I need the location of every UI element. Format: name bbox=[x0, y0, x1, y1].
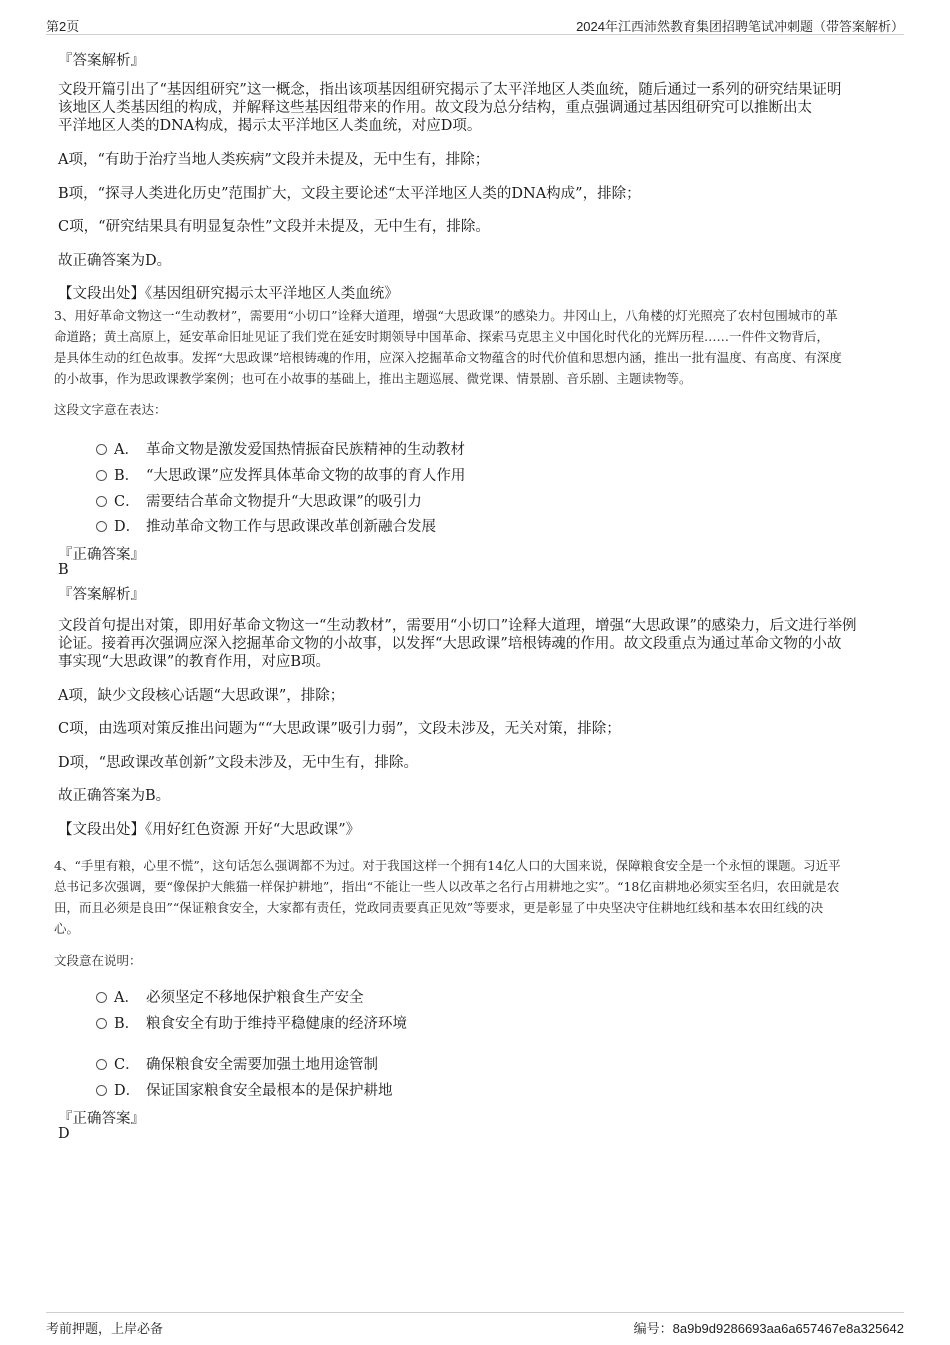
radio-button[interactable] bbox=[96, 444, 107, 455]
analysis-conclusion: 故正确答案为B。 bbox=[58, 788, 171, 804]
answer-analysis-label: 『答案解析』 bbox=[58, 587, 145, 603]
analysis-option-d: D项，“思政课改革创新”文段未涉及，无中生有，排除。 bbox=[58, 755, 418, 771]
analysis-line: 论证。接着再次强调应深入挖掘革命文物的小故事，以发挥“大思政课”培根铸魂的作用。故文段重点为通过革命文物的小故 bbox=[58, 636, 842, 652]
radio-button[interactable] bbox=[96, 1018, 107, 1029]
question-stem-line: 总书记多次强调，要“像保护大熊猫一样保护耕地”，指出“不能让一些人以改革之名行占用耕地之实”。“18亿亩耕地必须实至名归，农田就是农 bbox=[54, 879, 840, 894]
question-stem-line: 命道路；黄土高原上，延安革命旧址见证了我们党在延安时期领导中国革命、探索马克思主义中国化时代化的光辉历程……一件件文物背后， bbox=[54, 329, 830, 344]
analysis-option-a: A项，“有助于治疗当地人类疾病”文段并未提及，无中生有，排除； bbox=[58, 152, 490, 168]
page-footer bbox=[46, 1312, 904, 1337]
radio-button[interactable] bbox=[96, 470, 107, 481]
correct-answer: D bbox=[58, 1126, 70, 1142]
source-label: 【文段出处】 bbox=[58, 822, 145, 838]
source-label: 【文段出处】 bbox=[58, 286, 145, 302]
radio-button[interactable] bbox=[96, 1059, 107, 1070]
question-prompt: 文段意在说明： bbox=[54, 953, 142, 968]
question-prompt: 这段文字意在表达： bbox=[54, 402, 167, 417]
footer-slogan: 考前押题，上岸必备 bbox=[46, 1321, 164, 1336]
analysis-option-c: C项，“研究结果具有明显复杂性”文段并未提及，无中生有，排除。 bbox=[58, 219, 490, 235]
analysis-line: 文段开篇引出了“基因组研究”这一概念，指出该项基因组研究揭示了太平洋地区人类血统，随后通过一系列的研究结果证明 bbox=[58, 82, 842, 98]
question-stem-line: 3、用好革命文物这一“生动教材”，需要用“小切口”诠释大道理，增强“大思政课”的感染力。井冈山上，八角楼的灯光照亮了农村包围城市的革 bbox=[54, 308, 838, 323]
analysis-line: 平洋地区人类的DNA构成，揭示太平洋地区人类血统，对应D项。 bbox=[58, 118, 482, 134]
analysis-line: 该地区人类基因组的构成，并解释这些基因组带来的作用。故文段为总分结构，重点强调通过基因组研究可以推断出太 bbox=[58, 100, 812, 116]
source-title: 《基因组研究揭示太平洋地区人类血统》 bbox=[145, 286, 399, 302]
radio-button[interactable] bbox=[96, 1085, 107, 1096]
question-stem-line: 是具体生动的红色故事。发挥“大思政课”培根铸魂的作用，应深入挖掘革命文物蕴含的时代价值和思想内涵，推出一批有温度、有高度、有深度 bbox=[54, 350, 842, 365]
source-line bbox=[58, 286, 399, 303]
question-stem-line: 的小故事，作为思政课教学案例；也可在小故事的基础上，推出主题巡展、微党课、情景剧、音乐剧、主题读物等。 bbox=[54, 371, 692, 386]
radio-button[interactable] bbox=[96, 521, 107, 532]
analysis-line: 事实现“大思政课”的教育作用，对应B项。 bbox=[58, 654, 330, 670]
document-code: 编号：8a9b9d9286693aa6a657467e8a325642 bbox=[633, 1321, 904, 1336]
answer-analysis-label: 『答案解析』 bbox=[58, 53, 145, 69]
page-number: 第2页 bbox=[46, 19, 80, 34]
correct-answer-label: 『正确答案』 bbox=[58, 547, 145, 563]
page-header bbox=[46, 14, 904, 35]
question-stem-line: 心。 bbox=[54, 921, 80, 936]
radio-button[interactable] bbox=[96, 496, 107, 507]
analysis-option-b: B项，“探寻人类进化历史”范围扩大，文段主要论述“太平洋地区人类的DNA构成”，排除； bbox=[58, 186, 641, 202]
analysis-option-a: A项，缺少文段核心话题“大思政课”，排除； bbox=[58, 688, 345, 704]
analysis-conclusion: 故正确答案为D。 bbox=[58, 253, 172, 269]
question-stem-line: 田，而且必须是良田”“保证粮食安全，大家都有责任，党政同责要真正见效”等要求，更是彰显了中央坚决守住耕地红线和基本农田红线的决 bbox=[54, 900, 824, 915]
correct-answer: B bbox=[58, 562, 69, 578]
source-title: 《用好红色资源 开好“大思政课”》 bbox=[145, 822, 361, 838]
correct-answer-label: 『正确答案』 bbox=[58, 1111, 145, 1127]
analysis-line: 文段首句提出对策，即用好革命文物这一“生动教材”，需要用“小切口”诠释大道理，增强“大思政课”的感染力，后文进行举例 bbox=[58, 618, 857, 634]
analysis-option-c: C项，由选项对策反推出问题为““大思政课”吸引力弱”，文段未涉及，无关对策，排除； bbox=[58, 721, 621, 737]
question-stem-line: 4、“手里有粮，心里不慌”，这句话怎么强调都不为过。对于我国这样一个拥有14亿人口的大国来说，保障粮食安全是一个永恒的课题。习近平 bbox=[54, 858, 841, 873]
radio-button[interactable] bbox=[96, 992, 107, 1003]
document-title: 2024年江西沛然教育集团招聘笔试冲刺题（带答案解析） bbox=[576, 19, 904, 34]
source-line bbox=[58, 822, 360, 839]
